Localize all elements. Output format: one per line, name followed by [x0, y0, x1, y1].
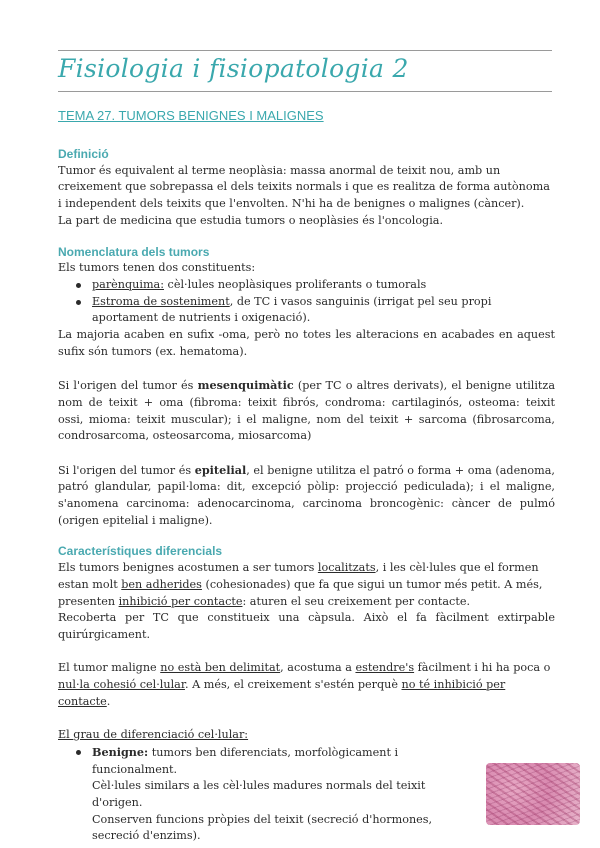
benigne-line-3: Conserven funcions pròpies del teixit (secreció d'hormones, secreció d'enzims). — [92, 812, 433, 843]
benigne-details — [58, 778, 474, 845]
constituents-list — [58, 277, 555, 327]
list-item: parènquima: cèl·lules neoplàsiques proliferants o tumorals — [92, 277, 555, 294]
constituents-intro: Els tumors tenen dos constituents: — [58, 261, 256, 275]
benign-paragraph: Els tumors benignes acostumen a ser tumors localitzats, i les cèl·lules que el formen estan molt ben adherides (cohesionades) que fa que sigui un tumor més petit. A més, presenten inhibició per contacte: aturen el seu creixement per contacte. — [58, 561, 543, 608]
histology-image — [486, 763, 580, 825]
definicio-paragraph: Tumor és equivalent al terme neoplàsia: massa anormal de teixit nou, amb un creixement que sobrepassa el dels teixits normals i que es realitza de forma autònoma i independent dels teixits que l'envolten. N'hi ha de benignes o malignes (càncer). — [58, 163, 550, 211]
document-title: Fisiologia i fisiopatologia 2 — [58, 54, 409, 83]
document-body — [58, 146, 555, 845]
list-item: Benigne: tumors ben diferenciats, morfològicament i funcionalment. — [92, 744, 474, 778]
capsula-paragraph: Recoberta per TC que constitueix una càpsula. Això el fa fàcilment extirpable quirúrgicament. — [58, 611, 555, 641]
chapter-heading: TEMA 27. TUMORS BENIGNES I MALIGNES — [58, 108, 324, 123]
section-heading-definicio: Definició — [58, 147, 109, 161]
section-heading-nomenclatura: Nomenclatura dels tumors — [58, 244, 210, 259]
top-rule — [58, 50, 552, 51]
title-rule — [58, 91, 552, 92]
epitelial-paragraph: Si l'origen del tumor és epitelial, el benigne utilitza el patró o forma + oma (adenoma, patró glandular, papil·loma: dit, excepció pòlip: projecció pediculada); i el maligne, s'anomena carcinoma: adenocarcinoma, carcinoma broncogènic: càncer de pulmó (origen epitelial i maligne). — [58, 462, 555, 527]
mesenquimatic-paragraph: Si l'origen del tumor és mesenquimàtic (per TC o altres derivats), el benigne utilitza nom de teixit + oma (fibroma: teixit fibrós, condroma: cartilaginós, osteoma: teixit ossi, mioma: teixit muscular); i el maligne, nom del teixit + sarcoma (fibrosarcoma, condrosarcoma, osteosarcoma, miosarcoma) — [58, 378, 555, 443]
section-heading-caracteristiques: Característiques diferencials — [58, 544, 223, 559]
benigne-line-2: Cèl·lules similars a les cèl·lules madures normals del teixit d'origen. — [92, 779, 426, 809]
list-item: Estroma de sosteniment, de TC i vasos sanguinis (irrigat pel seu propi aportament de nutrients i oxigenació). — [92, 294, 555, 327]
malign-paragraph: El tumor maligne no està ben delimitat, acostuma a estendre's fàcilment i hi ha poca o nul·la cohesió cel·lular. A més, el creixement s'estén perquè no té inhibició per contacte. — [58, 661, 551, 708]
oncologia-paragraph: La part de medicina que estudia tumors o neoplàsies és l'oncologia. — [58, 213, 444, 227]
grau-heading: El grau de diferenciació cel·lular: — [58, 728, 249, 742]
grau-list — [58, 744, 555, 778]
sufix-paragraph: La majoria acaben en sufix -oma, però no totes les alteracions en acabades en aquest sufix són tumors (ex. hematoma). — [58, 328, 555, 358]
